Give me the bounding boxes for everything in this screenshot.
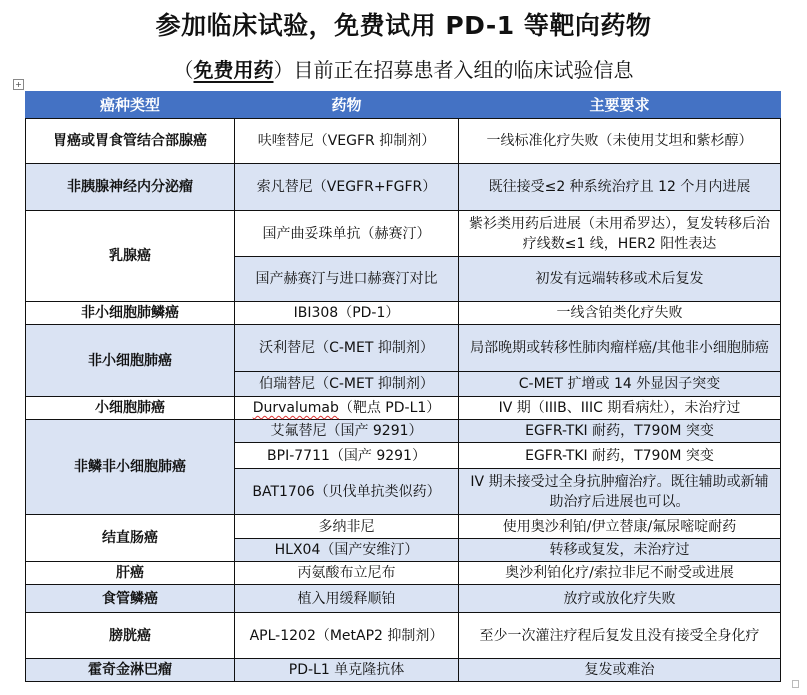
subtitle-emphasis: 免费用药 (193, 58, 274, 82)
cell-cancer-type: 小细胞肺癌 (26, 397, 235, 420)
table-header-row (26, 92, 781, 119)
table-row (26, 211, 781, 257)
cell-requirement: 一线标准化疗失败（未使用艾坦和紫杉醇） (459, 119, 781, 164)
cell-requirement: 至少一次灌注疗程后复发且没有接受全身化疗 (459, 613, 781, 659)
table-move-handle-icon[interactable]: + (13, 79, 24, 90)
table-row (26, 119, 781, 164)
document-subtitle (0, 54, 807, 83)
cell-drug: IBI308（PD-1） (235, 302, 459, 325)
cell-requirement: 局部晚期或转移性肺肉瘤样癌/其他非小细胞肺癌 (459, 325, 781, 372)
cell-requirement: 紫衫类用药后进展（未用希罗达），复发转移后治疗线数≤1 线，HER2 阳性表达 (459, 211, 781, 257)
cell-drug: APL-1202（MetAP2 抑制剂） (235, 613, 459, 659)
cell-requirement: 初发有远端转移或术后复发 (459, 257, 781, 302)
subtitle-paren-open: （ (173, 58, 194, 82)
cell-cancer-type: 肝癌 (26, 562, 235, 585)
cell-requirement: 奥沙利铂化疗/索拉非尼不耐受或进展 (459, 562, 781, 585)
cell-drug: 多纳非尼 (235, 515, 459, 539)
cell-drug: 沃利替尼（C-MET 抑制剂） (235, 325, 459, 372)
table-row (26, 164, 781, 211)
subtitle-paren-close: ） (273, 58, 294, 82)
cell-drug: 国产赫赛汀与进口赫赛汀对比 (235, 257, 459, 302)
cell-drug: 艾氟替尼（国产 9291） (235, 420, 459, 443)
cell-requirement: EGFR-TKI 耐药，T790M 突变 (459, 420, 781, 443)
cell-drug: 国产曲妥珠单抗（赫赛汀） (235, 211, 459, 257)
cell-drug: 植入用缓释顺铂 (235, 585, 459, 613)
cell-cancer-type: 非小细胞肺癌 (26, 325, 235, 397)
cell-cancer-type: 食管鳞癌 (26, 585, 235, 613)
spellcheck-word: Durvalumab (252, 400, 339, 416)
table-row (26, 397, 781, 420)
table-row (26, 302, 781, 325)
header-drug: 药物 (235, 92, 459, 119)
cell-cancer-type: 非小细胞肺鳞癌 (26, 302, 235, 325)
subtitle-text: 目前正在招募患者入组的临床试验信息 (293, 58, 634, 82)
cell-cancer-type: 非鳞非小细胞肺癌 (26, 420, 235, 515)
cell-requirement: C-MET 扩增或 14 外显因子突变 (459, 372, 781, 397)
cell-cancer-type: 结直肠癌 (26, 515, 235, 562)
table-row (26, 325, 781, 372)
cell-drug: 索凡替尼（VEGFR+FGFR） (235, 164, 459, 211)
cell-cancer-type: 膀胱癌 (26, 613, 235, 659)
document-title: 参加临床试验，免费试用 PD-1 等靶向药物 (155, 11, 652, 40)
cell-drug: BAT1706（贝伐单抗类似药） (235, 469, 459, 515)
cell-drug: BPI-7711（国产 9291） (235, 443, 459, 469)
clinical-trials-table (25, 91, 781, 682)
cell-requirement: 使用奥沙利铂/伊立替康/氟尿嘧啶耐药 (459, 515, 781, 539)
table-row (26, 562, 781, 585)
table-resize-handle[interactable] (792, 680, 799, 688)
cell-cancer-type: 非胰腺神经内分泌瘤 (26, 164, 235, 211)
cell-requirement: IV 期未接受过全身抗肿瘤治疗。既往辅助或新辅助治疗后进展也可以。 (459, 469, 781, 515)
table-row (26, 420, 781, 443)
cell-cancer-type: 霍奇金淋巴瘤 (26, 659, 235, 682)
table-row (26, 515, 781, 539)
cell-requirement: 放疗或放化疗失败 (459, 585, 781, 613)
cell-requirement: EGFR-TKI 耐药，T790M 突变 (459, 443, 781, 469)
cell-cancer-type: 乳腺癌 (26, 211, 235, 302)
cell-requirement: 复发或难治 (459, 659, 781, 682)
cell-drug: PD-L1 单克隆抗体 (235, 659, 459, 682)
table-row (26, 613, 781, 659)
cell-requirement: 既往接受≤2 种系统治疗且 12 个月内进展 (459, 164, 781, 211)
cell-cancer-type: 胃癌或胃食管结合部腺癌 (26, 119, 235, 164)
cell-drug: 呋喹替尼（VEGFR 抑制剂） (235, 119, 459, 164)
cell-requirement: 一线含铂类化疗失败 (459, 302, 781, 325)
table-row (26, 659, 781, 682)
drug-target: （靶点 PD-L1） (338, 400, 441, 416)
cell-drug: HLX04（国产安维汀） (235, 539, 459, 562)
cell-requirement: 转移或复发，未治疗过 (459, 539, 781, 562)
header-requirement: 主要要求 (459, 92, 781, 119)
cell-requirement: IV 期（IIIB、IIIC 期看病灶），未治疗过 (459, 397, 781, 420)
cell-drug: 丙氨酸布立尼布 (235, 562, 459, 585)
cell-drug (235, 397, 459, 420)
header-cancer-type: 癌种类型 (26, 92, 235, 119)
cell-drug: 伯瑞替尼（C-MET 抑制剂） (235, 372, 459, 397)
table-row (26, 585, 781, 613)
